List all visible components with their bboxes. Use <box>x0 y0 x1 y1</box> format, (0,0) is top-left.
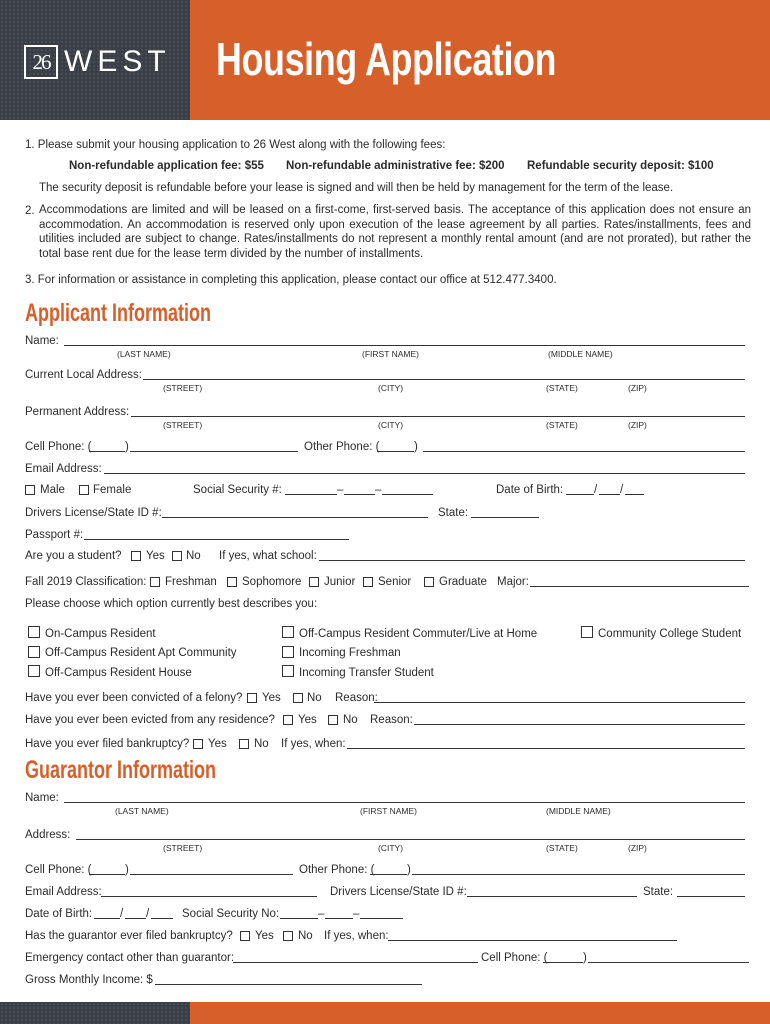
applicant-name-field[interactable] <box>64 345 745 346</box>
guarantor-dob-year-field[interactable] <box>151 918 173 919</box>
guarantor-bankruptcy-no-checkbox[interactable] <box>283 931 293 941</box>
guarantor-ssn-part2-field[interactable] <box>325 918 353 919</box>
intro-item-2: Accommodations are limited and will be leased on a first-come, first-served basis. The acceptance of this application does not ensure an accommodation. An accommodation is reserved only upon execution of the lease agreement by all parties. Rates/installments, fees and utilities included are subject to change. Rates/installments do not represent a monthly rental amount (and are not prorated), but rather the total base rent due for the lease term divided by the number of installments. <box>39 204 751 260</box>
local-address-field[interactable] <box>143 379 745 380</box>
brand-logo <box>24 45 171 79</box>
choose-label: Please choose which option currently best describes you: <box>25 598 318 610</box>
guarantor-email-field[interactable] <box>101 896 317 897</box>
guarantor-ssn-part1-field[interactable] <box>280 918 318 919</box>
emergency-contact-label: Emergency contact other than guarantor: <box>25 952 235 964</box>
income-field[interactable] <box>155 984 422 985</box>
status-checkbox[interactable] <box>282 626 294 638</box>
bankruptcy-yes-checkbox[interactable] <box>193 739 203 749</box>
dob-day-field[interactable] <box>599 494 620 495</box>
dob-slash: / <box>120 908 124 920</box>
other-phone-label: Other Phone: ( <box>304 441 380 453</box>
sub-city: (CITY) <box>378 843 404 853</box>
bankruptcy-no-label: No <box>254 738 269 750</box>
emergency-cell-field[interactable] <box>588 962 749 963</box>
applicant-name-label: Name: <box>25 335 59 347</box>
guarantor-dl-field[interactable] <box>467 896 637 897</box>
ssn-dash: – <box>353 908 360 920</box>
status-option: Incoming Transfer Student <box>299 667 434 679</box>
cell-phone-label: Cell Phone: ( <box>25 441 92 453</box>
classification-option: Freshman <box>165 576 217 588</box>
ssn-dash: – <box>375 484 382 496</box>
evicted-reason-label: Reason: <box>370 714 413 726</box>
student-yes-checkbox[interactable] <box>131 551 141 561</box>
major-label: Major: <box>497 576 529 588</box>
sub-first-name: (FIRST NAME) <box>360 806 417 816</box>
female-label: Female <box>93 484 132 496</box>
email-field[interactable] <box>104 473 745 474</box>
guarantor-ssn-part3-field[interactable] <box>360 918 403 919</box>
status-checkbox[interactable] <box>28 646 40 658</box>
classification-checkbox[interactable] <box>150 577 160 587</box>
sub-street: (STREET) <box>163 843 203 853</box>
guarantor-bankruptcy-yes-label: Yes <box>255 930 274 942</box>
cell-paren: ) <box>125 441 129 453</box>
guarantor-cell-field[interactable] <box>130 874 293 875</box>
bankruptcy-no-checkbox[interactable] <box>239 739 249 749</box>
sub-zip: (ZIP) <box>628 843 647 853</box>
classification-option: Junior <box>324 576 356 588</box>
status-checkbox[interactable] <box>28 665 40 677</box>
felony-no-label: No <box>307 692 322 704</box>
guarantor-dl-label: Drivers License/State ID #: <box>330 886 467 898</box>
guarantor-cell-label: Cell Phone: ( <box>25 864 92 876</box>
bankruptcy-question: Have you ever filed bankruptcy? <box>25 738 190 750</box>
fee-administrative: Non-refundable administrative fee: $200 <box>286 160 505 172</box>
evicted-no-checkbox[interactable] <box>328 715 338 725</box>
sub-zip: (ZIP) <box>628 420 647 430</box>
dob-slash: / <box>146 908 150 920</box>
guarantor-other-field[interactable] <box>412 874 745 875</box>
status-option: Off-Campus Resident Apt Community <box>45 647 237 659</box>
permanent-address-field[interactable] <box>131 416 745 417</box>
passport-field[interactable] <box>84 539 349 540</box>
sub-last-name: (LAST NAME) <box>115 806 169 816</box>
status-option: Off-Campus Resident House <box>45 667 192 679</box>
guarantor-heading: Guarantor Information <box>25 756 217 784</box>
logo-word: WEST <box>64 45 171 78</box>
classification-checkbox[interactable] <box>424 577 434 587</box>
student-question: Are you a student? <box>25 550 122 562</box>
bankruptcy-when-field[interactable] <box>347 748 745 749</box>
guarantor-bankruptcy-yes-checkbox[interactable] <box>240 931 250 941</box>
status-option: On-Campus Resident <box>45 628 156 640</box>
dl-state-label: State: <box>438 507 469 519</box>
ssn-label: Social Security #: <box>193 484 282 496</box>
felony-reason-label: Reason: <box>335 692 378 704</box>
fee-application: Non-refundable application fee: $55 <box>69 160 264 172</box>
dob-slash: / <box>594 484 598 496</box>
guarantor-email-label: Email Address: <box>25 886 102 898</box>
local-address-label: Current Local Address: <box>25 369 142 381</box>
status-checkbox[interactable] <box>28 626 40 638</box>
guarantor-dob-day-field[interactable] <box>125 918 146 919</box>
felony-no-checkbox[interactable] <box>293 693 303 703</box>
classification-checkbox[interactable] <box>363 577 373 587</box>
dob-year-field[interactable] <box>625 494 644 495</box>
dob-month-field[interactable] <box>566 494 594 495</box>
sub-state: (STATE) <box>546 383 578 393</box>
student-no-checkbox[interactable] <box>172 551 182 561</box>
guarantor-cell-paren: ) <box>125 864 129 876</box>
school-field[interactable] <box>319 560 745 561</box>
applicant-heading: Applicant Information <box>25 299 211 327</box>
female-checkbox[interactable] <box>79 485 89 495</box>
guarantor-bankruptcy-question: Has the guarantor ever filed bankruptcy? <box>25 930 233 942</box>
passport-label: Passport #: <box>25 529 84 541</box>
classification-option: Sophomore <box>242 576 302 588</box>
guarantor-address-label: Address: <box>25 829 71 841</box>
sub-middle-name: (MIDDLE NAME) <box>548 349 613 359</box>
dl-state-field[interactable] <box>471 517 539 518</box>
guarantor-bankruptcy-no-label: No <box>298 930 313 942</box>
guarantor-when-label: If yes, when: <box>324 930 389 942</box>
school-label: If yes, what school: <box>219 550 317 562</box>
ssn-part2-field[interactable] <box>344 494 375 495</box>
cell-area-code-field[interactable] <box>89 451 125 452</box>
status-option: Incoming Freshman <box>299 647 401 659</box>
cell-phone-field[interactable] <box>130 451 298 452</box>
sub-first-name: (FIRST NAME) <box>362 349 419 359</box>
ssn-dash: – <box>318 908 325 920</box>
classification-checkbox[interactable] <box>309 577 319 587</box>
emergency-cell-paren: ) <box>583 952 587 964</box>
fee-deposit: Refundable security deposit: $100 <box>527 160 714 172</box>
status-option: Off-Campus Resident Commuter/Live at Home <box>299 628 538 640</box>
classification-checkbox[interactable] <box>227 577 237 587</box>
emergency-contact-field[interactable] <box>233 962 478 963</box>
male-label: Male <box>40 484 65 496</box>
status-option: Community College Student <box>598 628 742 640</box>
felony-question: Have you ever been convicted of a felony? <box>25 692 243 704</box>
intro-item-3: 3. For information or assistance in completing this application, please contact our office at 512.477.3400. <box>25 274 557 286</box>
intro-item-2-number: 2. <box>25 205 35 217</box>
footer-orange-bar <box>190 1002 770 1024</box>
felony-yes-checkbox[interactable] <box>247 693 257 703</box>
footer-dark-bar <box>0 1002 190 1024</box>
guarantor-other-paren: ) <box>407 864 411 876</box>
email-label: Email Address: <box>25 463 102 475</box>
felony-reason-field[interactable] <box>374 702 745 703</box>
major-field[interactable] <box>530 586 749 587</box>
sub-middle-name: (MIDDLE NAME) <box>546 806 611 816</box>
sub-street: (STREET) <box>163 420 203 430</box>
status-checkbox[interactable] <box>581 626 593 638</box>
sub-zip: (ZIP) <box>628 383 647 393</box>
student-yes-label: Yes <box>146 550 165 562</box>
classification-option: Senior <box>378 576 412 588</box>
evicted-yes-label: Yes <box>298 714 317 726</box>
sub-street: (STREET) <box>163 383 203 393</box>
bankruptcy-when-label: If yes, when: <box>281 738 346 750</box>
classification-option: Graduate <box>439 576 487 588</box>
status-checkbox[interactable] <box>282 646 294 658</box>
dl-field[interactable] <box>162 517 428 518</box>
logo-number: 26 <box>24 45 58 79</box>
evicted-yes-checkbox[interactable] <box>283 715 293 725</box>
sub-state: (STATE) <box>546 420 578 430</box>
guarantor-name-label: Name: <box>25 792 59 804</box>
dl-label: Drivers License/State ID #: <box>25 507 162 519</box>
deposit-note: The security deposit is refundable before your lease is signed and will then be held by management for the term of the lease. <box>39 182 674 194</box>
guarantor-other-area-field[interactable] <box>370 874 407 875</box>
guarantor-state-field[interactable] <box>677 896 745 897</box>
guarantor-dob-month-field[interactable] <box>94 918 120 919</box>
ssn-dash: – <box>337 484 344 496</box>
sub-city: (CITY) <box>378 420 404 430</box>
guarantor-address-field[interactable] <box>76 839 745 840</box>
ssn-part3-field[interactable] <box>382 494 433 495</box>
guarantor-when-field[interactable] <box>388 940 677 941</box>
income-label: Gross Monthly Income: $ <box>25 974 153 986</box>
sub-city: (CITY) <box>378 383 404 393</box>
other-paren: ) <box>414 441 418 453</box>
dob-slash: / <box>620 484 624 496</box>
evicted-question: Have you ever been evicted from any residence? <box>25 714 275 726</box>
male-checkbox[interactable] <box>25 485 35 495</box>
sub-state: (STATE) <box>546 843 578 853</box>
student-no-label: No <box>186 550 201 562</box>
guarantor-dob-label: Date of Birth: <box>25 908 93 920</box>
other-phone-field[interactable] <box>423 451 745 452</box>
status-checkbox[interactable] <box>282 665 294 677</box>
guarantor-cell-area-field[interactable] <box>89 874 125 875</box>
felony-yes-label: Yes <box>262 692 281 704</box>
guarantor-other-label: Other Phone: ( <box>299 864 375 876</box>
emergency-cell-area-field[interactable] <box>543 962 583 963</box>
sub-last-name: (LAST NAME) <box>117 349 171 359</box>
guarantor-state-label: State: <box>643 886 674 898</box>
evicted-reason-field[interactable] <box>414 724 745 725</box>
other-area-code-field[interactable] <box>377 451 414 452</box>
classification-label: Fall 2019 Classification: <box>25 576 147 588</box>
guarantor-ssn-label: Social Security No: <box>182 908 280 920</box>
guarantor-name-field[interactable] <box>64 802 745 803</box>
emergency-cell-label: Cell Phone: ( <box>481 952 548 964</box>
permanent-address-label: Permanent Address: <box>25 406 130 418</box>
dob-label: Date of Birth: <box>496 484 564 496</box>
intro-item-1: 1. Please submit your housing application to 26 West along with the following fees: <box>25 139 446 151</box>
ssn-part1-field[interactable] <box>285 494 337 495</box>
evicted-no-label: No <box>343 714 358 726</box>
bankruptcy-yes-label: Yes <box>208 738 227 750</box>
page-title: Housing Application <box>216 33 557 85</box>
